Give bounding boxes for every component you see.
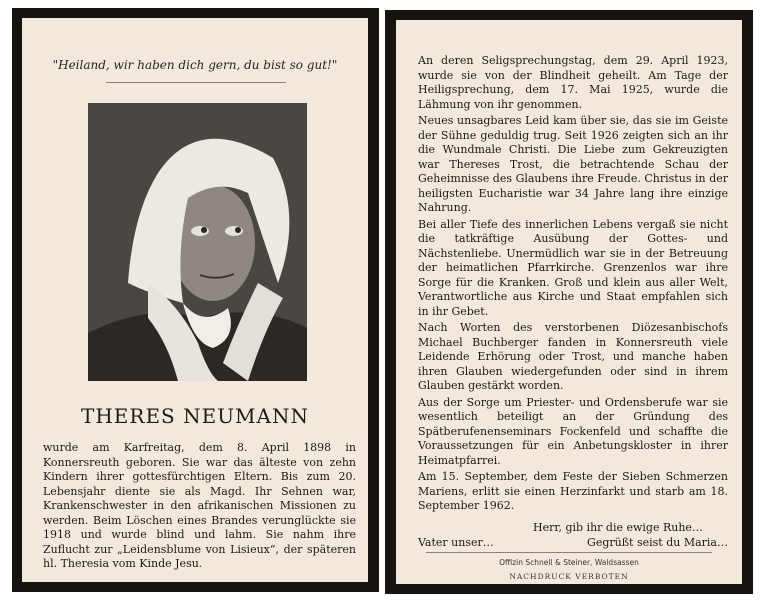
left-card-paper — [22, 18, 368, 582]
motto-quote: "Heiland, wir haben dich gern, du bist so gut!" — [52, 58, 338, 72]
life-paragraph: Neues unsagbares Leid kam über sie, das sie im Geiste der Sühne geduldig trug. Seit 1926 zeigten sich an ihr die Wundmale Christi. Die Liebe zum Gekreuzigten war Thereses Trost, die betrachtende Schau der Geheimnisse des Glaubens ihre Freude. Christus in der heiligsten Eucharistie war 34 Jahre lang ihre einzige Nahrung. — [418, 114, 728, 214]
right-card-paper — [396, 20, 742, 584]
printer-credit: Offizin Schnell & Steiner, Waldsassen — [499, 558, 639, 567]
prayer-our-father: Vater unser… — [418, 536, 494, 549]
closing-prayer — [418, 520, 728, 550]
life-paragraph: Bei aller Tiefe des innerlichen Lebens vergaß sie nicht die tatkräftige Ausübung der Gottes- und Nächstenliebe. Unermüdlich war sie in der Betreuung der heimatlichen Pfarrkirche. Grenzenlos war ihre Sorge für die Kranken. Groß und klein aus aller Welt, Verantwortliche aus Kirche und Staat empfahlen sich in ihr Gebet. — [418, 217, 728, 318]
life-paragraph: Aus der Sorge um Priester- und Ordensberufe war sie wesentlich beteiligt an der Gründung des Spätberufenenseminars Fockenfeld und schaffte die Voraussetzungen für ein Anbetungskloster in ihrer Heimatpfarrei. — [418, 395, 728, 467]
prayer-eternal-rest: Herr, gib ihr die ewige Ruhe… — [533, 521, 703, 534]
life-paragraph: Nach Worten des verstorbenen Diözesanbischofs Michael Buchberger fanden in Konnersreuth viele Leidende Erhörung oder Trost, und manche haben ihren Glauben wiedergefunden oder sind in ihrem Glauben gestärkt worden. — [418, 321, 728, 392]
life-paragraph: Am 15. September, dem Feste der Sieben Schmerzen Mariens, erlitt sie einen Herzinfarkt und starb am 18. September 1962. — [418, 470, 728, 512]
prayer-hail-mary: Gegrüßt seist du Maria… — [587, 536, 728, 549]
life-paragraph: An deren Seligsprechungstag, dem 29. April 1923, wurde sie von der Blindheit geheilt. Am Tage der Heiligsprechung, dem 17. Mai 1925, wurde die Lähmung von ihr genommen. — [418, 54, 728, 111]
footer-divider — [426, 552, 712, 553]
prayer-line — [418, 535, 728, 550]
biography-text: wurde am Karfreitag, dem 8. April 1898 in Konnersreuth geboren. Sie war das älteste von zehn Kindern ihrer gottesfürchtigen Eltern. Bis zum 20. Lebensjahr diente sie als Magd. Ihr Sehnen war, Krankenschwester in den afrikanischen Missionen zu werden. Beim Löschen eines Brandes verunglückte sie 1918 und wurde blind und lahm. Sie nahm ihre Zuflucht zur „Leidensblume von Lisieux“, der späteren hl. Theresia vom Kinde Jesu. — [43, 441, 356, 570]
deceased-name: THERES NEUMANN — [81, 404, 309, 428]
memorial-card-left — [12, 8, 379, 592]
portrait-illustration — [88, 103, 307, 381]
reprint-notice: NACHDRUCK VERBOTEN — [509, 572, 629, 581]
life-story-text — [418, 54, 728, 516]
motto-divider — [106, 82, 286, 83]
memorial-card-right — [385, 10, 753, 594]
portrait-photo — [88, 103, 307, 381]
